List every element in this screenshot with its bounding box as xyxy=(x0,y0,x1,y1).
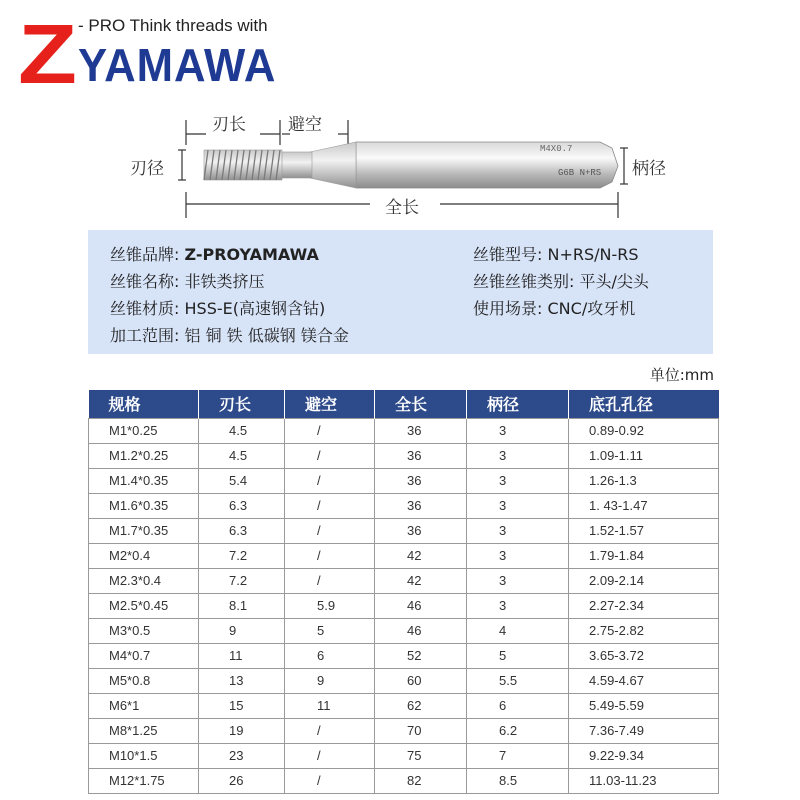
table-row xyxy=(89,743,719,768)
cell-blade-length: 11 xyxy=(199,643,285,668)
cell-drill-size: 1. 43-1.47 xyxy=(569,493,719,518)
table-row xyxy=(89,668,719,693)
type-row xyxy=(473,269,649,292)
table-row xyxy=(89,718,719,743)
range-label: 加工范围: xyxy=(110,326,180,345)
table-row xyxy=(89,593,719,618)
usage-label: 使用场景: xyxy=(473,299,543,318)
cell-drill-size: 2.75-2.82 xyxy=(569,618,719,643)
cell-drill-size: 9.22-9.34 xyxy=(569,743,719,768)
cell-shank-diameter: 6.2 xyxy=(467,718,569,743)
cell-relief: 9 xyxy=(285,668,375,693)
cell-spec: M1.2*0.25 xyxy=(89,443,199,468)
logo-wordmark: YAMAWA xyxy=(78,39,277,91)
cell-overall-length: 42 xyxy=(375,568,467,593)
brand-label: 丝锥品牌: xyxy=(110,245,180,264)
header-blade-length: 刃长 xyxy=(199,390,285,418)
cell-drill-size: 2.27-2.34 xyxy=(569,593,719,618)
cell-drill-size: 1.09-1.11 xyxy=(569,443,719,468)
cell-shank-diameter: 3 xyxy=(467,593,569,618)
cell-blade-length: 7.2 xyxy=(199,568,285,593)
table-row xyxy=(89,768,719,793)
header-overall-length: 全长 xyxy=(375,390,467,418)
cell-spec: M4*0.7 xyxy=(89,643,199,668)
cell-overall-length: 36 xyxy=(375,468,467,493)
brand-value: Z-PROYAMAWA xyxy=(184,245,319,264)
cell-blade-length: 8.1 xyxy=(199,593,285,618)
cell-overall-length: 36 xyxy=(375,418,467,443)
cell-relief: / xyxy=(285,543,375,568)
usage-value: CNC/攻牙机 xyxy=(547,299,636,318)
material-label: 丝锥材质: xyxy=(110,299,180,318)
overall-length-label: 全长 xyxy=(385,198,419,218)
table-body xyxy=(89,418,719,793)
range-value: 铝 铜 铁 低碳钢 镁合金 xyxy=(184,326,349,345)
cell-spec: M3*0.5 xyxy=(89,618,199,643)
cell-blade-length: 15 xyxy=(199,693,285,718)
tool-marking-size: M4X0.7 xyxy=(540,144,573,154)
cell-overall-length: 60 xyxy=(375,668,467,693)
cell-shank-diameter: 3 xyxy=(467,543,569,568)
cell-overall-length: 52 xyxy=(375,643,467,668)
cell-relief: 5 xyxy=(285,618,375,643)
header-spec: 规格 xyxy=(89,390,199,418)
cell-spec: M1*0.25 xyxy=(89,418,199,443)
cell-drill-size: 4.59-4.67 xyxy=(569,668,719,693)
table-row xyxy=(89,443,719,468)
brand-row xyxy=(110,242,319,265)
cell-drill-size: 1.79-1.84 xyxy=(569,543,719,568)
cell-spec: M1.6*0.35 xyxy=(89,493,199,518)
cell-spec: M5*0.8 xyxy=(89,668,199,693)
cell-spec: M12*1.75 xyxy=(89,768,199,793)
cell-shank-diameter: 3 xyxy=(467,418,569,443)
cell-shank-diameter: 5.5 xyxy=(467,668,569,693)
cell-relief: / xyxy=(285,743,375,768)
cell-blade-length: 6.3 xyxy=(199,493,285,518)
cell-overall-length: 62 xyxy=(375,693,467,718)
cell-shank-diameter: 3 xyxy=(467,468,569,493)
cell-spec: M8*1.25 xyxy=(89,718,199,743)
table-row xyxy=(89,418,719,443)
table-row xyxy=(89,543,719,568)
cell-relief: / xyxy=(285,718,375,743)
shank-diameter-label: 柄径 xyxy=(632,159,666,179)
cell-overall-length: 46 xyxy=(375,593,467,618)
cell-shank-diameter: 8.5 xyxy=(467,768,569,793)
cell-spec: M6*1 xyxy=(89,693,199,718)
cell-blade-length: 5.4 xyxy=(199,468,285,493)
cell-relief: / xyxy=(285,568,375,593)
cell-relief: / xyxy=(285,443,375,468)
cell-spec: M2.3*0.4 xyxy=(89,568,199,593)
relief-label: 避空 xyxy=(288,115,322,135)
cell-shank-diameter: 3 xyxy=(467,568,569,593)
cell-drill-size: 2.09-2.14 xyxy=(569,568,719,593)
table-row xyxy=(89,468,719,493)
table-row xyxy=(89,568,719,593)
type-label: 丝锥丝锥类别: xyxy=(473,272,575,291)
cell-blade-length: 6.3 xyxy=(199,518,285,543)
table-row xyxy=(89,693,719,718)
cell-overall-length: 36 xyxy=(375,443,467,468)
table-row xyxy=(89,643,719,668)
model-value: N+RS/N-RS xyxy=(547,245,639,264)
cell-shank-diameter: 7 xyxy=(467,743,569,768)
usage-row xyxy=(473,296,635,319)
cell-drill-size: 7.36-7.49 xyxy=(569,718,719,743)
table-row xyxy=(89,618,719,643)
cell-spec: M10*1.5 xyxy=(89,743,199,768)
spec-table xyxy=(88,390,719,794)
brand-logo xyxy=(18,7,318,101)
cell-blade-length: 26 xyxy=(199,768,285,793)
cell-shank-diameter: 3 xyxy=(467,493,569,518)
model-row xyxy=(473,242,639,265)
header-shank-diameter: 柄径 xyxy=(467,390,569,418)
cell-spec: M2.5*0.45 xyxy=(89,593,199,618)
cell-shank-diameter: 3 xyxy=(467,518,569,543)
cell-relief: / xyxy=(285,418,375,443)
cell-drill-size: 1.52-1.57 xyxy=(569,518,719,543)
cell-spec: M2*0.4 xyxy=(89,543,199,568)
header-drill-size: 底孔孔径 xyxy=(569,390,719,418)
cell-relief: / xyxy=(285,518,375,543)
cell-shank-diameter: 4 xyxy=(467,618,569,643)
cell-overall-length: 70 xyxy=(375,718,467,743)
model-label: 丝锥型号: xyxy=(473,245,543,264)
blade-diameter-label: 刃径 xyxy=(130,159,164,179)
cell-blade-length: 13 xyxy=(199,668,285,693)
cell-drill-size: 0.89-0.92 xyxy=(569,418,719,443)
name-label: 丝锥名称: xyxy=(110,272,180,291)
cell-blade-length: 19 xyxy=(199,718,285,743)
cell-drill-size: 11.03-11.23 xyxy=(569,768,719,793)
cell-shank-diameter: 5 xyxy=(467,643,569,668)
cell-relief: / xyxy=(285,768,375,793)
cell-blade-length: 7.2 xyxy=(199,543,285,568)
cell-overall-length: 36 xyxy=(375,493,467,518)
name-value: 非铁类挤压 xyxy=(184,272,265,291)
blade-length-label: 刃长 xyxy=(212,115,246,135)
cell-blade-length: 4.5 xyxy=(199,443,285,468)
tool-marking-code: G6B N+RS xyxy=(558,168,602,178)
table-row xyxy=(89,493,719,518)
cell-relief: / xyxy=(285,468,375,493)
table-header-row xyxy=(89,390,719,418)
cell-blade-length: 9 xyxy=(199,618,285,643)
cell-spec: M1.4*0.35 xyxy=(89,468,199,493)
name-row xyxy=(110,269,265,292)
logo-letter: Z xyxy=(18,7,78,101)
product-info-panel xyxy=(88,230,713,354)
material-row xyxy=(110,296,325,319)
cell-overall-length: 75 xyxy=(375,743,467,768)
range-row xyxy=(110,323,349,346)
tap-diagram xyxy=(120,100,680,225)
cell-relief: 5.9 xyxy=(285,593,375,618)
cell-drill-size: 1.26-1.3 xyxy=(569,468,719,493)
cell-overall-length: 46 xyxy=(375,618,467,643)
cell-shank-diameter: 6 xyxy=(467,693,569,718)
cell-spec: M1.7*0.35 xyxy=(89,518,199,543)
material-value: HSS-E(高速钢含钴) xyxy=(184,299,326,318)
cell-shank-diameter: 3 xyxy=(467,443,569,468)
cell-relief: 6 xyxy=(285,643,375,668)
cell-overall-length: 42 xyxy=(375,543,467,568)
cell-overall-length: 36 xyxy=(375,518,467,543)
cell-drill-size: 3.65-3.72 xyxy=(569,643,719,668)
cell-overall-length: 82 xyxy=(375,768,467,793)
cell-blade-length: 4.5 xyxy=(199,418,285,443)
logo-tagline: - PRO Think threads with xyxy=(78,16,268,35)
cell-blade-length: 23 xyxy=(199,743,285,768)
unit-label: 单位:mm xyxy=(649,366,714,384)
cell-relief: 11 xyxy=(285,693,375,718)
cell-relief: / xyxy=(285,493,375,518)
header-relief: 避空 xyxy=(285,390,375,418)
type-value: 平头/尖头 xyxy=(579,272,649,291)
cell-drill-size: 5.49-5.59 xyxy=(569,693,719,718)
table-row xyxy=(89,518,719,543)
